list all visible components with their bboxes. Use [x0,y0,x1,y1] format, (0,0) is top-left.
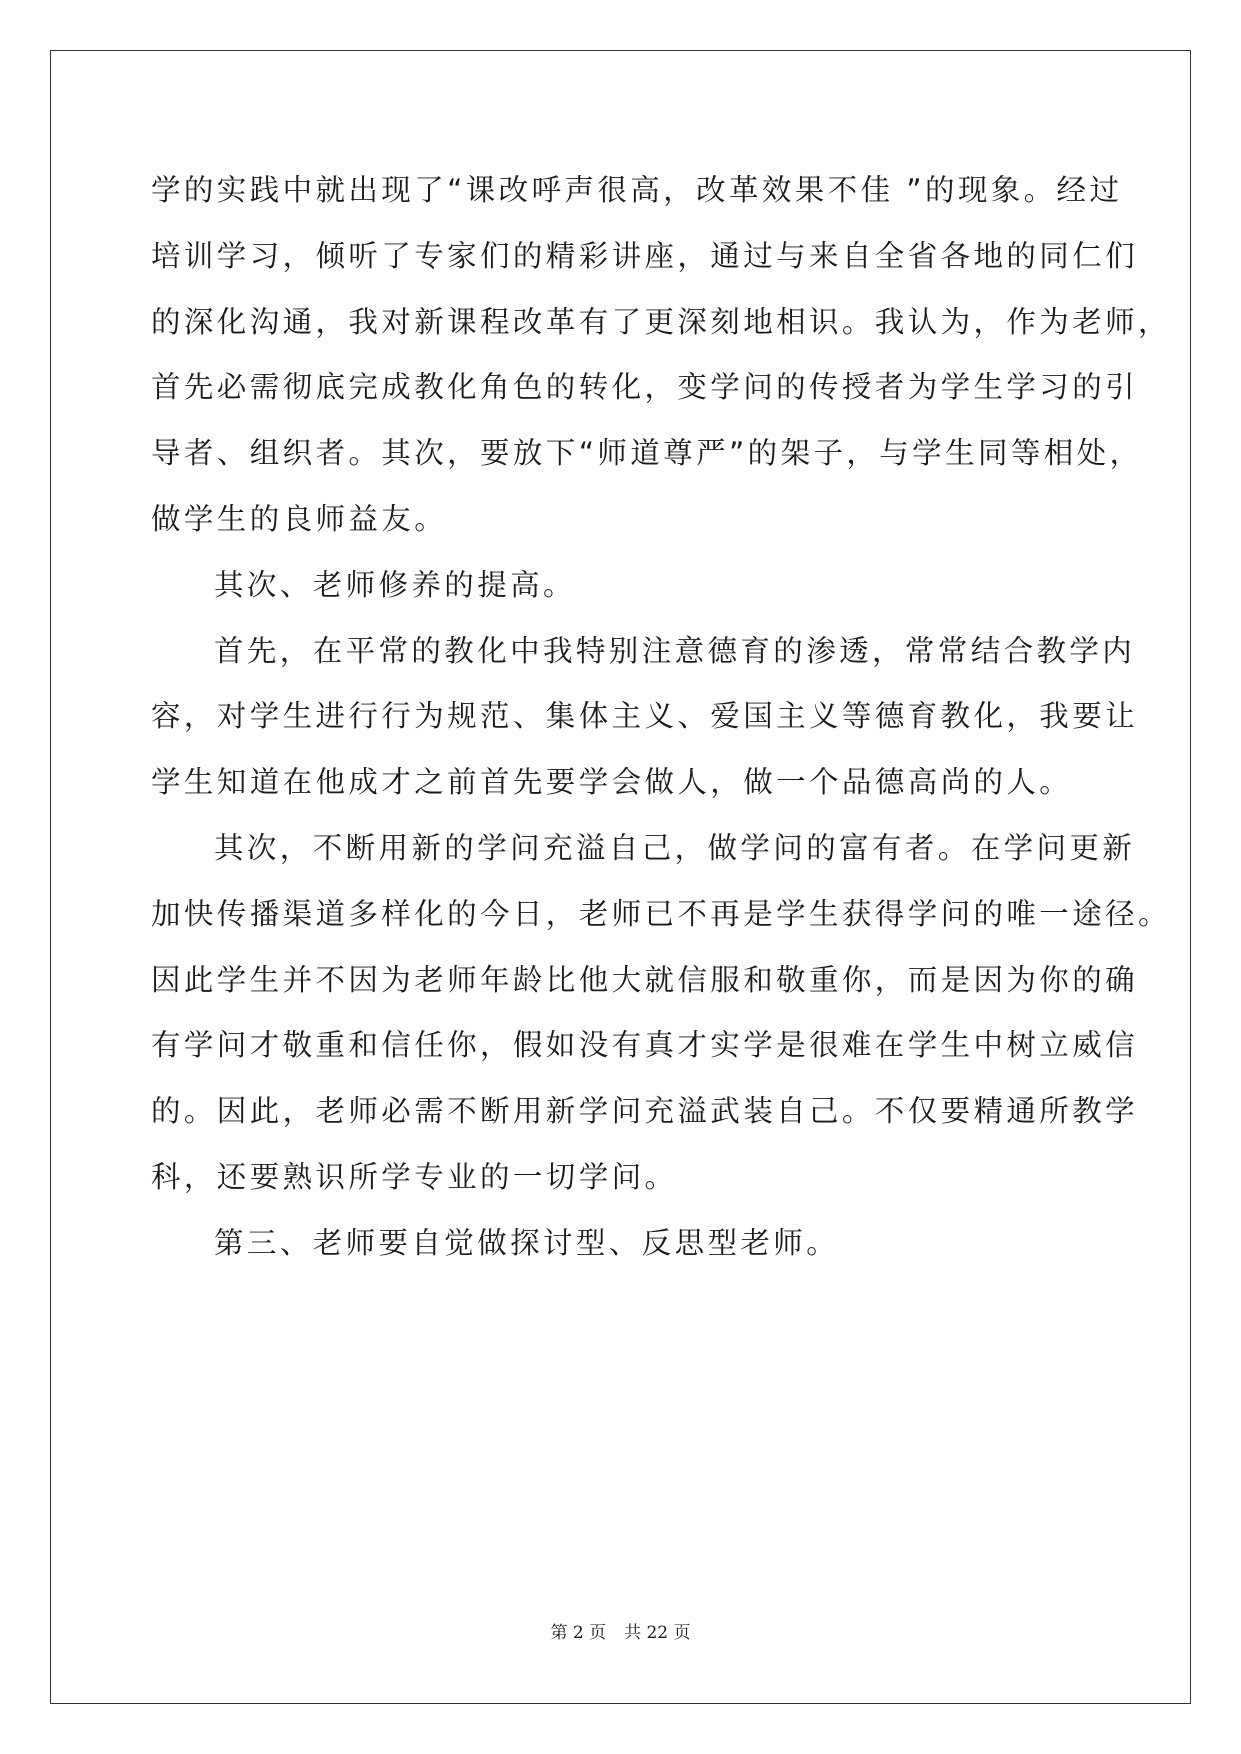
text-line: 容，对学生进行行为规范、集体主义、爱国主义等德育教化，我要让 [151,699,1139,734]
text-line: 其次，不断用新的学问充溢自己，做学问的富有者。在学问更新 [214,830,1136,865]
text-line: 因此学生并不因为老师年龄比他大就信服和敬重你，而是因为你的确 [151,962,1139,997]
text-line: 首先，在平常的教化中我特别注意德育的渗透，常常结合教学内 [214,633,1136,668]
text-line: 加快传播渠道多样化的今日，老师已不再是学生获得学问的唯一途径。 [151,896,1171,931]
text-line: 培训学习，倾听了专家们的精彩讲座，通过与来自全省各地的同仁们 [151,238,1139,273]
text-line: 有学问才敬重和信任你，假如没有真才实学是很难在学生中树立威信 [151,1028,1139,1063]
current-page-label: 第 2 页 [550,1623,607,1643]
total-pages-label: 共 22 页 [624,1623,691,1643]
text-line: 科，还要熟识所学专业的一切学问。 [151,1159,678,1194]
text-line: 的。因此，老师必需不断用新学问充溢武装自己。不仅要精通所教学 [151,1094,1139,1129]
page-footer [0,1618,1241,1643]
text-line: 学的实践中就出现了“课改呼声很高，改革效果不佳 ”的现象。经过 [151,173,1123,207]
text-line: 学生知道在他成才之前首先要学会做人，做一个品德高尚的人。 [151,765,1073,800]
text-line: 做学生的良师益友。 [151,501,448,536]
text-line: 的深化沟通，我对新课程改革有了更深刻地相识。我认为，作为老师， [151,304,1171,339]
text-line: 首先必需彻底完成教化角色的转化，变学问的传授者为学生学习的引 [151,370,1139,405]
text-line: 其次、老师修养的提高。 [214,567,576,602]
text-line: 第三、老师要自觉做探讨型、反思型老师。 [214,1225,840,1260]
text-line: 导者、组织者。其次，要放下“师道尊严”的架子，与学生同等相处， [151,436,1143,471]
document-body [151,158,1171,1277]
